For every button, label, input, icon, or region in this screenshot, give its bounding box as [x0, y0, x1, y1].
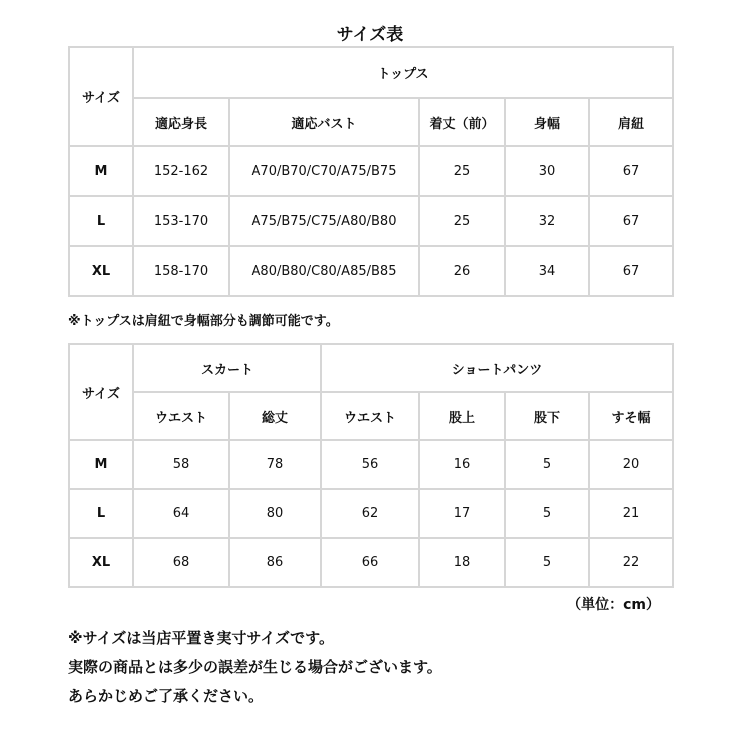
note-line: ※サイズは当店平置き実寸サイズです。	[68, 629, 334, 647]
column-header: すそ幅	[589, 392, 673, 440]
table-row	[69, 146, 673, 196]
column-header: 適応バスト	[229, 98, 419, 146]
table-row	[69, 440, 673, 489]
column-header: 股下	[505, 392, 589, 440]
table-cell: 80	[229, 489, 321, 538]
column-header: 身幅	[505, 98, 589, 146]
size-cell: XL	[69, 538, 133, 587]
table-cell: 56	[321, 440, 419, 489]
column-header: 着丈（前）	[419, 98, 505, 146]
tops-size-table	[68, 46, 674, 297]
table-cell: 16	[419, 440, 505, 489]
table-cell: 30	[505, 146, 589, 196]
table-cell: 26	[419, 246, 505, 296]
notes-block	[68, 624, 442, 711]
column-header: 肩紐	[589, 98, 673, 146]
size-cell: M	[69, 440, 133, 489]
table-cell: 62	[321, 489, 419, 538]
note-line: あらかじめご了承ください。	[68, 687, 264, 705]
column-header: ウエスト	[321, 392, 419, 440]
table-cell: 152-162	[133, 146, 229, 196]
table-cell: 68	[133, 538, 229, 587]
table-cell: 25	[419, 196, 505, 246]
size-cell: M	[69, 146, 133, 196]
table-cell: A80/B80/C80/A85/B85	[229, 246, 419, 296]
table-cell: 32	[505, 196, 589, 246]
table-cell: 158-170	[133, 246, 229, 296]
note-line: 実際の商品とは多少の誤差が生じる場合がございます。	[68, 658, 442, 676]
table-cell: A70/B70/C70/A75/B75	[229, 146, 419, 196]
table-cell: 67	[589, 196, 673, 246]
table-cell: 153-170	[133, 196, 229, 246]
table-cell: 34	[505, 246, 589, 296]
column-header: 適応身長	[133, 98, 229, 146]
table-cell: 86	[229, 538, 321, 587]
table-cell: 67	[589, 246, 673, 296]
table-cell: 18	[419, 538, 505, 587]
page-title: サイズ表	[336, 25, 404, 45]
table-cell: 5	[505, 440, 589, 489]
size-cell: L	[69, 489, 133, 538]
column-header: ウエスト	[133, 392, 229, 440]
table-row	[69, 246, 673, 296]
bottoms-size-table	[68, 343, 674, 588]
table-cell: 67	[589, 146, 673, 196]
skirt-group-header: スカート	[133, 344, 321, 392]
column-header: 総丈	[229, 392, 321, 440]
unit-label: （単位：cm）	[567, 597, 660, 613]
tops-group-header: トップス	[133, 47, 673, 98]
column-header: 股上	[419, 392, 505, 440]
table-row	[69, 489, 673, 538]
table-cell: 17	[419, 489, 505, 538]
shorts-group-header: ショートパンツ	[321, 344, 673, 392]
table-cell: A75/B75/C75/A80/B80	[229, 196, 419, 246]
table-cell: 78	[229, 440, 321, 489]
table-cell: 58	[133, 440, 229, 489]
table-cell: 66	[321, 538, 419, 587]
table-cell: 21	[589, 489, 673, 538]
size-cell: XL	[69, 246, 133, 296]
size-header: サイズ	[69, 344, 133, 440]
table-cell: 5	[505, 489, 589, 538]
tops-note: ※トップスは肩紐で身幅部分も調節可能です。	[68, 314, 339, 329]
table-row	[69, 196, 673, 246]
table-cell: 25	[419, 146, 505, 196]
table-row	[69, 538, 673, 587]
table-cell: 64	[133, 489, 229, 538]
table-cell: 22	[589, 538, 673, 587]
size-cell: L	[69, 196, 133, 246]
table-cell: 20	[589, 440, 673, 489]
table-cell: 5	[505, 538, 589, 587]
size-header: サイズ	[69, 47, 133, 146]
